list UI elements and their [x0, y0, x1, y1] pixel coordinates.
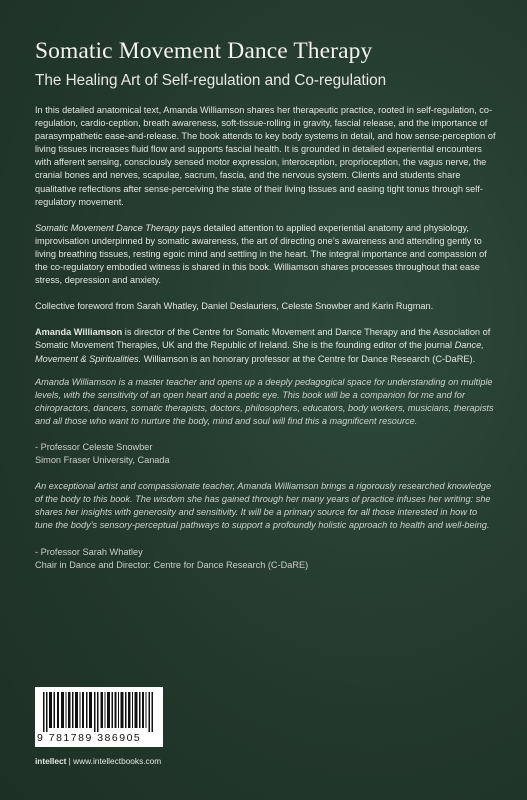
endorsement-affiliation-1: Simon Fraser University, Canada	[35, 455, 170, 466]
endorsement-affiliation-2: Chair in Dance and Director: Centre for Dance Research (C-DaRE)	[35, 559, 309, 570]
author-bio-text-2: Williamson is an honorary professor at the Centre for Dance Research (C-DaRE).	[141, 353, 476, 364]
journal-name: Dance, Movement & Spiritualities.	[35, 340, 484, 364]
endorsement-author-2: - Professor Sarah Whatley	[35, 546, 143, 557]
isbn-number: 9 781789 386905	[37, 732, 142, 744]
author-bio	[35, 326, 497, 365]
isbn-barcode	[35, 687, 163, 747]
endorsement-quote-2: An exceptional artist and compassionate teacher, Amanda Williamson brings a rigorously researched knowledge of the body to this book. The wisdom she has gained through her many years of practice infuses her writing: she shares her insights with generosity and sensitivity. It will be a primary source for all those interested in how to tune the body’s sensory-perceptual pathways to support a profoundly holistic approach to health and well-being.	[35, 481, 492, 531]
author-bio-text-1: is director of the Centre for Somatic Movement and Dance Therapy and the Association of Somatic Movement Therapies, UK and the Republic of Ireland. She is the founding editor of the journal	[35, 327, 491, 351]
endorsement-quote-1: Amanda Williamson is a master teacher and opens up a deeply pedagogical space for understanding on multiple levels, with the sensitivity of an open heart and a poetic eye. This book will be a companion for me and for chiropractors, dancers, somatic therapists, doctors, philosophers, educators, body workers, musicians, therapists and all those who want to nurture the body, mind and soul will find this a magnificent resource.	[35, 376, 494, 426]
book-title: Somatic Movement Dance Therapy	[35, 38, 373, 64]
barcode-icon	[43, 692, 155, 732]
blurb	[35, 104, 497, 572]
publisher-logo: intellect	[35, 756, 67, 766]
endorsement-author-1: - Professor Celeste Snowber	[35, 441, 153, 452]
book-title-italic: Somatic Movement Dance Therapy	[35, 222, 179, 233]
description-paragraph-2-text: pays detailed attention to applied experiential anatomy and physiology, improvisation underpinned by somatic awareness, the art of directing one’s awareness and attending gently to living breathing tissues, resting egoic mind and settling in the heart. The integral importance and compassion of the co-regulatory embodied witness is shared in this book. Williamson shares processes throughout that ease stress, depression and anxiety.	[35, 222, 487, 286]
publisher-imprint	[35, 756, 161, 766]
description-paragraph-2	[35, 222, 497, 287]
cover-content	[35, 0, 495, 800]
description-paragraph-1: In this detailed anatomical text, Amanda Williamson shares her therapeutic practice, rooted in self-regulation, co-regulation, cardio-ception, breath awareness, soft-tissue-rolling in gravity, fascial release, and the importance of parasympathetic ease-and-release. The book attends to key body systems in detail, and how sense-perception of living tissues increases fluid flow and supports fascial health. It is grounded in detailed experiential encounters with afferent sensing, consciously sensed motor expression, interoception, proprioception, the vagus nerve, the cranial bones and nerves, scapulae, sacrum, fascia, and the nervous system. Clients and students share qualitative reflections after sense-perceiving the state of their living tissues and easing tight tonus through self-regulatory movement.	[35, 105, 496, 207]
book-subtitle: The Healing Art of Self-regulation and Co-regulation	[35, 72, 387, 89]
author-name: Amanda Williamson	[35, 327, 123, 338]
publisher-website: | www.intellectbooks.com	[66, 756, 162, 766]
foreword-note: Collective foreword from Sarah Whatley, Daniel Deslauriers, Celeste Snowber and Karin Rugman.	[35, 301, 434, 312]
